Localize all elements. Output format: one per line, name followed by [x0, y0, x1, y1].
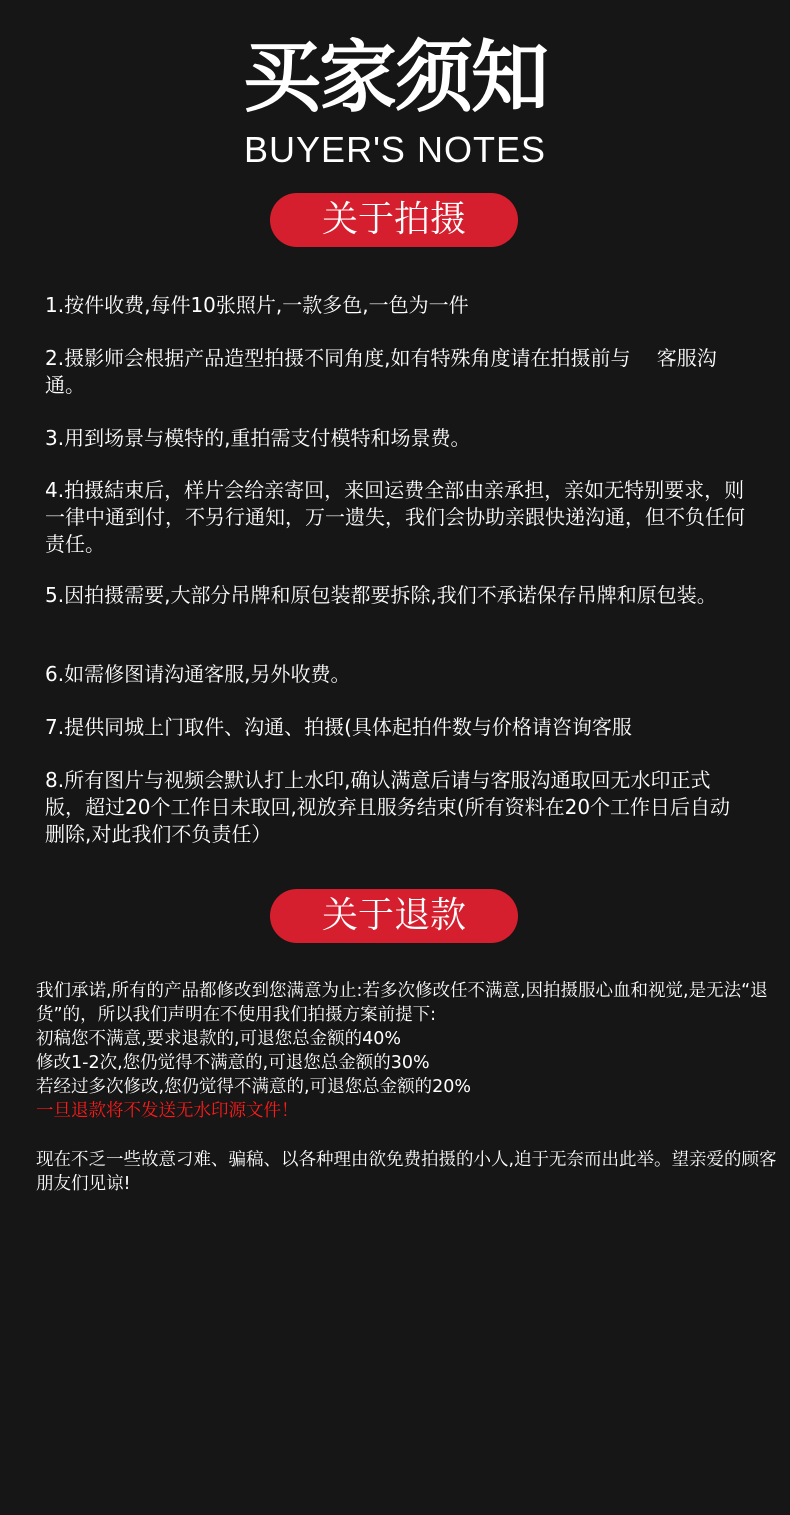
refund-tier-3: 若经过多次修改,您仍觉得不满意的,可退您总金额的20%: [36, 1077, 472, 1097]
shooting-note-8: 8.所有图片与视频会默认打上水印,确认满意后请与客服沟通取回无水印正式版，超过20个工作日未取回,视放弃且服务结束(所有资料在20个工作日后自动删除,对此我们不负责任）: [45, 768, 731, 846]
page-subtitle: BUYER'S NOTES: [244, 129, 546, 170]
refund-tier-1: 初稿您不满意,要求退款的,可退您总金额的40%: [36, 1029, 402, 1049]
refund-tier-2: 修改1-2次,您仍觉得不满意的,可退您总金额的30%: [36, 1053, 430, 1073]
shooting-note-4: 4.拍摄結束后，样片会给亲寄回，来回运费全部由亲承担，亲如无特别要求，则一律中通到付，不另行通知，万一遗失，我们会协助亲跟快递沟通，但不负任何责任。: [45, 478, 745, 556]
shooting-note-3: 3.用到场景与模特的,重拍需支付模特和场景费。: [45, 426, 471, 450]
shooting-note-6: 6.如需修图请沟通客服,另外收费。: [45, 662, 351, 686]
shooting-note-1: 1.按件收费,每件10张照片,一款多色,一色为一件: [45, 293, 469, 317]
refund-intro: 我们承诺,所有的产品都修改到您满意为止:若多次修改任不满意,因拍摄服心血和视觉,是无法“退货”的，所以我们声明在不使用我们拍摄方案前提下:: [36, 981, 768, 1025]
refund-closing-note: 现在不乏一些故意刁难、骗稿、以各种理由欲免费拍摄的小人,迫于无奈而出此举。望亲爱的顾客朋友们见谅!: [36, 1150, 777, 1194]
shooting-note-5: 5.因拍摄需要,大部分吊牌和原包装都要拆除,我们不承诺保存吊牌和原包装。: [45, 583, 717, 607]
refund-warning: 一旦退款将不发送无水印源文件！: [36, 1101, 299, 1121]
shooting-note-7: 7.提供同城上门取件、沟通、拍摄(具体起拍件数与价格请咨询客服: [45, 715, 632, 739]
page-title: 买家须知: [242, 33, 547, 123]
shooting-note-2: 2.摄影师会根据产品造型拍摄不同角度,如有特殊角度请在拍摄前与 客服沟通。: [45, 346, 717, 397]
section-heading-refund: 关于退款: [270, 889, 518, 943]
section-heading-shooting: 关于拍摄: [270, 193, 518, 247]
